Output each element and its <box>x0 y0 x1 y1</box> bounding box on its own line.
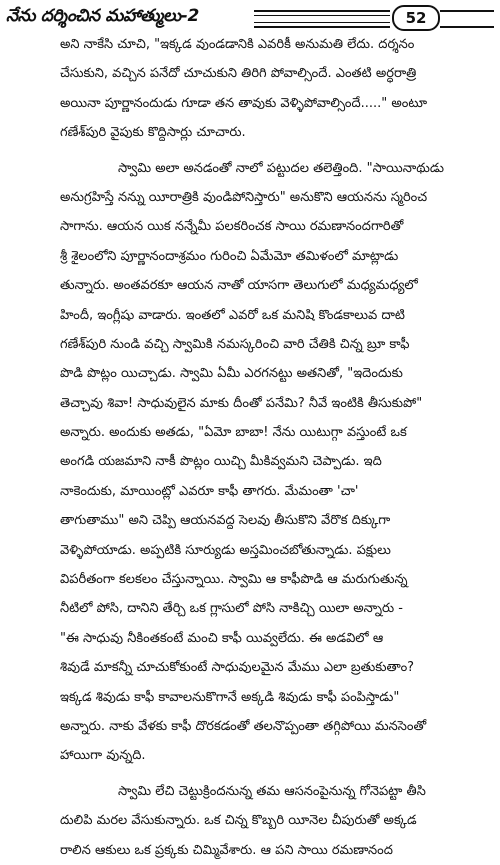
header-rule <box>254 10 390 28</box>
text-line: ఇక్కడ శివుడు కాఫీ కావాలనుకొగానే అక్కడి శివుడు కాఫీ పంపిస్తాడు" <box>60 689 400 705</box>
text-line: అని నాకేసి చూచి, "ఇక్కడ వుండడానికి ఎవరికీ అనుమతి లేదు. దర్శనం <box>60 37 415 52</box>
text-line: అనుగ్రహిస్తే నన్ను యీరాత్రికి వుండిపోనిస్తారు" అనుకొని ఆయనను స్మరించ <box>60 189 428 205</box>
text-line: నీటిలో పోసి, దానిని తేర్చి ఒక గ్లాసులో పోసి నాకిచ్చి యిలా అన్నారు - <box>60 601 403 617</box>
text-line: రాలిన ఆకులు ఒక ప్రక్కకు చిమ్మివేశారు. ఆ పని సాయి రమణానంద <box>60 842 393 858</box>
header-rule-tail <box>440 10 494 28</box>
text-line: స్వామి అలా అనడంతో నాలో పట్టుదల తలెత్తింది. "సాయినాథుడు <box>118 160 445 176</box>
text-line: సాగాను. ఆయన యిక నన్నేమీ పలకరించక సాయి రమణానందగారితో <box>60 219 404 235</box>
text-line: గణేశ్‌పురి నుండి వచ్చి స్వామికి నమస్కరించి వారి చేతికి చిన్న బ్రూ కాఫీ <box>60 336 410 352</box>
text-line: హిందీ, ఇంగ్లీషు వాడారు. ఇంతలో ఎవరో ఒక మనిషి కొండకాలువ దాటి <box>60 307 405 323</box>
body-text <box>60 30 475 865</box>
page-number: 52 <box>392 5 440 31</box>
text-line: విపరీతంగా కలకలం చేస్తున్నాయి. స్వామి ఆ కాఫీపొడి ఆ మరుగుతున్న <box>60 572 408 588</box>
text-line: స్వామి లేచి చెట్టుక్రిందనున్న తమ ఆసనంపైనున్న గోనెపట్టా తీసి <box>118 783 426 799</box>
text-line: శ్రీ శైలంలోని పూర్ణానందాశ్రమం గురించి ఏమేమో తమిళంలో మాట్లాడు <box>60 248 399 264</box>
text-line: శివుడే మాకన్నీ చూచుకోకుంటే సాధువులమైన మేము ఎలా బ్రతుకుతాం? <box>60 660 415 676</box>
text-line: చేసుకుని, వచ్చిన పనేదో చూచుకుని తిరిగి పోవాల్సిందే. ఎంతటి అర్ధరాత్రి <box>60 66 417 82</box>
text-line: అయినా పూర్ణానందుడు గూడా తన తావుకు వెళ్ళిపోవాల్సిందే....." అంటూ <box>60 95 428 111</box>
paragraph-1 <box>60 30 475 148</box>
text-line: గణేశ్‌పురి వైపుకు కొద్దిసార్లు చూచారు. <box>60 125 246 141</box>
running-title: నేను దర్శించిన మహాత్ములు-2 <box>6 6 200 26</box>
text-line: నాకెందుకు, మాయింట్లో ఎవరూ కాఫీ తాగరు. మేమంతా 'చా' <box>60 483 359 499</box>
text-line: అంగడి యజమాని నాకీ పొట్లం యిచ్చి మీకివ్వమని చెప్పాడు. ఇది <box>60 454 382 470</box>
text-line: అన్నారు. అందుకు అతడు, "ఏమో బాబా! నేను యిటుగ్గా వస్తుంటే ఒక <box>60 425 407 441</box>
text-line: తున్నారు. అంతవరకూ ఆయన నాతో యాసగా తెలుగులో మధ్యమధ్యలో <box>60 278 418 294</box>
text-line: హాయిగా వున్నది. <box>60 748 146 764</box>
paragraph-2 <box>60 154 475 771</box>
text-line: దులిపి మరల వేసుకున్నారు. ఒక చిన్న కొబ్బరి యీనెల చీపురుతో అక్కడ <box>60 813 417 829</box>
text-line: "ఈ సాధువు నీకింతకంటే మంచి కాఫీ యివ్వలేదు. ఈ అడవిలో ఆ <box>60 630 384 646</box>
text-line: పొడి పొట్లం యిచ్చాడు. స్వామి ఏమీ ఎరగనట్టు అతనితో, "ఇదెందుకు <box>60 366 403 382</box>
text-line: తెచ్చావు శివా! సాధువులైన మాకు దీంతో పనేమి? నీవే ఇంటికి తీసుకుపో" <box>60 395 423 411</box>
text-line: అన్నారు. నాకు వేళకు కాఫీ దొరకడంతో తలనొప్పంతా తగ్గిపోయి మనసెంతో <box>60 718 427 734</box>
paragraph-3 <box>60 777 475 865</box>
text-line: వెళ్ళిపోయాడు. అప్పటికి సూర్యుడు అస్తమించబోతున్నాడు. పక్షులు <box>60 542 391 558</box>
text-line: తాగుతాము" అని చెప్పి ఆయనవద్ద సెలవు తీసుకొని వేరొక దిక్కుగా <box>60 513 391 529</box>
